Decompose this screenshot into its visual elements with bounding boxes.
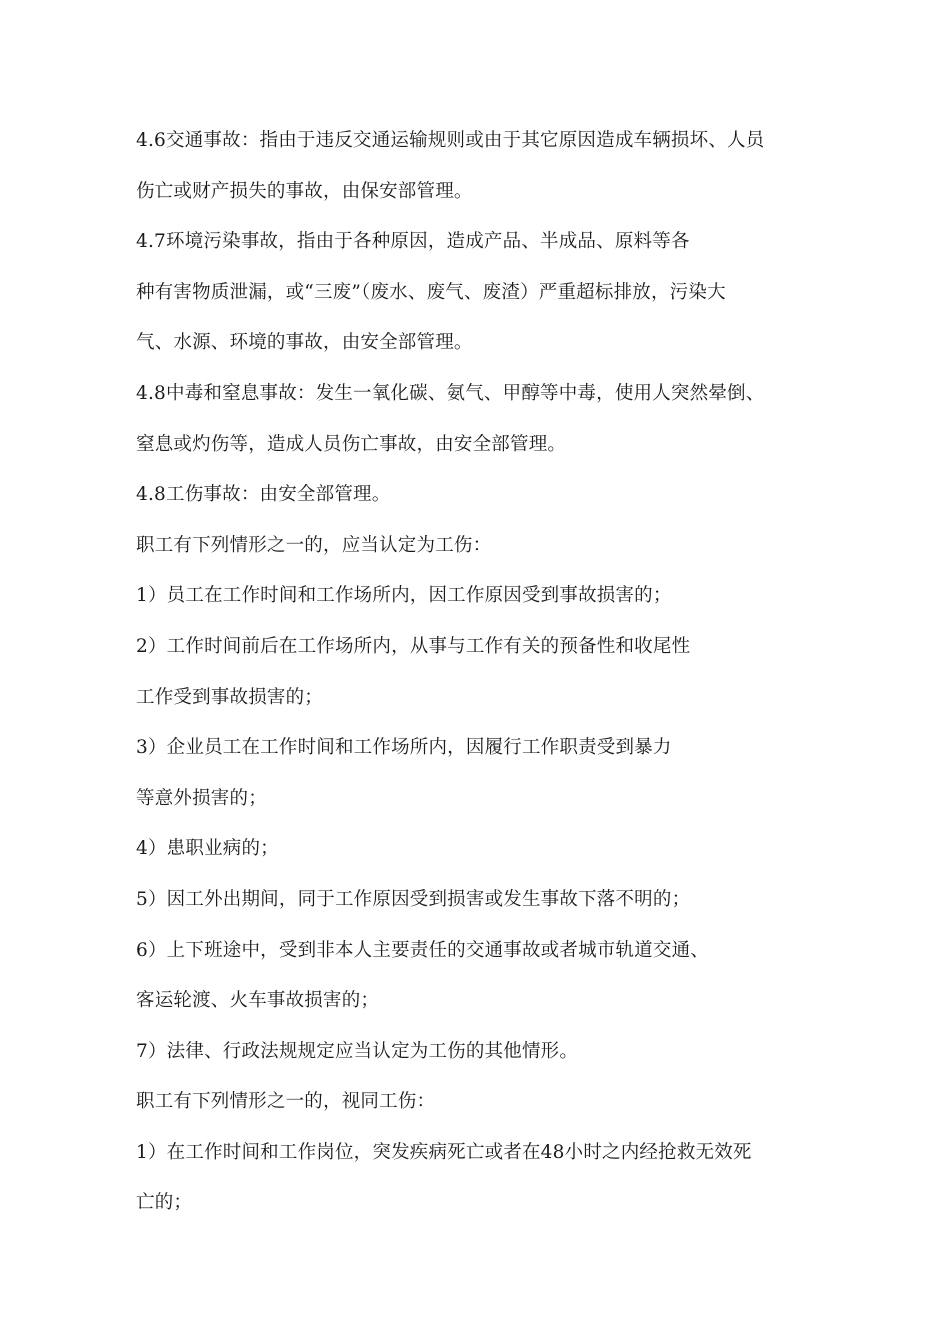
clause-4-6-continued: 伤亡或财产损失的事故，由保安部管理。 bbox=[136, 180, 473, 202]
document-body bbox=[136, 120, 836, 1233]
list-item-6-continued: 客运轮渡、火车事故损害的； bbox=[136, 990, 380, 1012]
clause-4-8-work-injury: 4.8工伤事故：由安全部管理。 bbox=[136, 484, 391, 506]
work-injury-criteria-heading: 职工有下列情形之一的，应当认定为工伤： bbox=[136, 534, 492, 556]
list-item-6: 6）上下班途中，受到非本人主要责任的交通事故或者城市轨道交通、 bbox=[136, 939, 709, 961]
list-item-5: 5）因工外出期间，同于工作原因受到损害或发生事故下落不明的； bbox=[136, 888, 691, 910]
list-item-2-continued: 工作受到事故损害的； bbox=[136, 686, 324, 708]
deemed-work-injury-heading: 职工有下列情形之一的，视同工伤： bbox=[136, 1091, 436, 1113]
deemed-list-item-1-continued: 亡的； bbox=[136, 1192, 193, 1214]
clause-4-8-continued: 窒息或灼伤等，造成人员伤亡事故，由安全部管理。 bbox=[136, 433, 567, 455]
clause-4-6-traffic-accident: 4.6交通事故：指由于违反交通运输规则或由于其它原因造成车辆损坏、人员 bbox=[136, 130, 765, 151]
clause-4-7-continued-2: 气、水源、环境的事故，由安全部管理。 bbox=[136, 332, 473, 354]
list-item-4: 4）患职业病的； bbox=[136, 838, 279, 860]
deemed-list-item-1: 1）在工作时间和工作岗位，突发疾病死亡或者在48小时之内经抢救无效死 bbox=[136, 1141, 752, 1163]
clause-4-7-environmental-pollution: 4.7环境污染事故，指由于各种原因，造成产品、半成品、原料等各 bbox=[136, 231, 690, 253]
clause-4-7-continued-1: 种有害物质泄漏，或“三废”（废水、废气、废渣）严重超标排放，污染大 bbox=[136, 281, 726, 303]
list-item-2: 2）工作时间前后在工作场所内，从事与工作有关的预备性和收尾性 bbox=[136, 635, 691, 657]
clause-4-8-poisoning-suffocation: 4.8中毒和窒息事故：发生一氧化碳、氨气、甲醇等中毒，使用人突然晕倒、 bbox=[136, 382, 765, 404]
list-item-1: 1）员工在工作时间和工作场所内，因工作原因受到事故损害的； bbox=[136, 585, 672, 607]
list-item-3: 3）企业员工在工作时间和工作场所内，因履行工作职责受到暴力 bbox=[136, 737, 672, 759]
list-item-7: 7）法律、行政法规规定应当认定为工伤的其他情形。 bbox=[136, 1040, 579, 1062]
list-item-3-continued: 等意外损害的； bbox=[136, 787, 267, 809]
